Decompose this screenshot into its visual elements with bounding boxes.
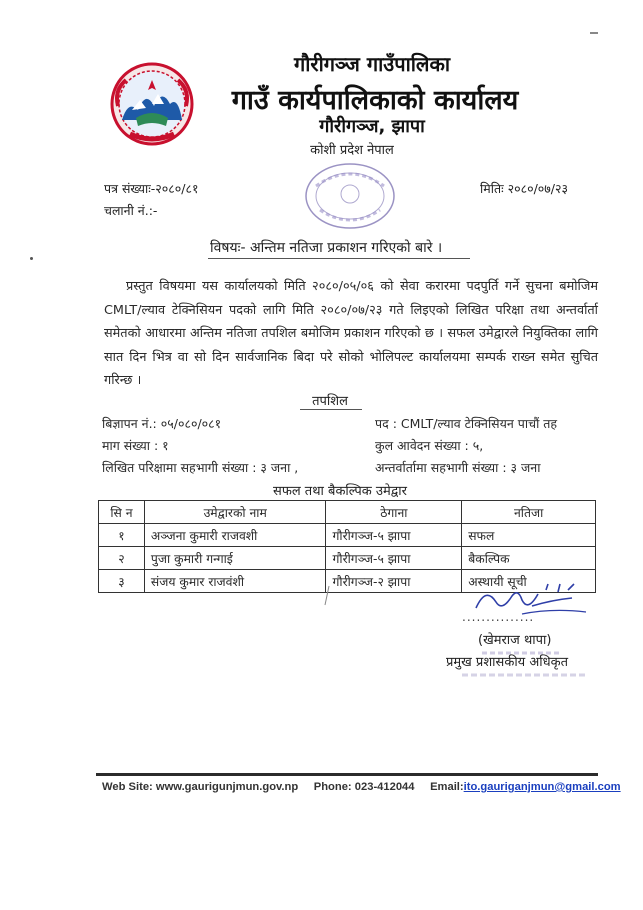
table-cell: बैकल्पिक <box>462 547 596 570</box>
letter-number: पत्र संख्याः-२०८०/८१ <box>104 181 199 196</box>
office-location: गौरीगञ्ज, झापा <box>319 116 425 137</box>
details-heading-underline <box>300 409 362 410</box>
website-label: Web Site: <box>102 781 153 793</box>
nepal-emblem-icon <box>108 60 196 148</box>
office-round-stamp-icon <box>302 160 398 232</box>
subject-underline <box>208 258 470 259</box>
table-cell: संजय कुमार राजवंशी <box>144 570 326 593</box>
subject-line: विषयः- अन्तिम नतिजा प्रकाशन गरिएको बारे । <box>210 240 443 256</box>
table-row <box>99 524 596 547</box>
table-cell: अञ्जना कुमारी राजवशी <box>144 524 326 547</box>
website: www.gaurigunjmun.gov.np <box>155 781 299 793</box>
total-applications: कुल आवेदन संख्या : ५, <box>375 438 484 453</box>
column-header: ठेगाना <box>326 501 462 524</box>
dispatch-number: चलानी नं.:- <box>104 203 158 218</box>
body-paragraph: प्रस्तुत विषयमा यस कार्यालयको मिति २०८०/०५/०६ को सेवा करारमा पदपुर्ति गर्ने सुचना बमोजिम CMLT/ल्याव टेक्निसियन पदको लागि मिति २०८०/०७/२३ गते लिइएको लिखित परिक्षा तथा अन्तर्वार्ता समेतको आधारमा अन्तिम नतिजा तपशिल बमोजिम प्रकाशन गरिएको छ । सफल उमेद्वारले नियुक्तिका लागि सात दिन भित्र वा सो दिन सार्वजानिक बिदा परे सोको भोलिपल्ट कार्यालयमा सम्पर्क राख्न समेत सुचित गरिन्छ । <box>104 279 598 388</box>
table-header-row <box>99 501 596 524</box>
province-name: कोशी प्रदेश नेपाल <box>310 143 394 158</box>
signature-dots: ............... <box>462 610 535 624</box>
edge-mark <box>590 32 598 34</box>
email-link[interactable]: ito.gauriganjmun@gmail.com <box>463 781 621 793</box>
table-cell: पुजा कुमारी गन्गाई <box>144 547 326 570</box>
office-name: गाउँ कार्यपालिकाको कार्यालय <box>231 85 519 116</box>
margin-dot <box>30 257 33 260</box>
table-cell: गौरीगञ्ज-२ झापा <box>326 570 462 593</box>
table-cell: गौरीगञ्ज-५ झापा <box>326 524 462 547</box>
column-header: नतिजा <box>462 501 596 524</box>
table-cell: १ <box>99 524 145 547</box>
column-header: उमेद्वारको नाम <box>144 501 326 524</box>
table-cell: सफल <box>462 524 596 547</box>
pen-mark <box>323 585 331 607</box>
municipality-name: गौरीगञ्ज गाउँपालिका <box>293 52 451 76</box>
phone: 023-412044 <box>354 781 415 793</box>
interview-count: अन्तर्वार्तामा सहभागी संख्या : ३ जना <box>375 460 541 475</box>
column-header: सि न <box>99 501 145 524</box>
table-row <box>99 547 596 570</box>
demand-count: माग संख्या : १ <box>102 438 169 453</box>
footer-divider <box>96 773 598 776</box>
table-cell: गौरीगञ्ज-५ झापा <box>326 547 462 570</box>
letter-date: मितिः २०८०/०७/२३ <box>480 181 568 196</box>
table-cell: २ <box>99 547 145 570</box>
table-cell: ३ <box>99 570 145 593</box>
footer <box>102 781 621 793</box>
phone-label: Phone: <box>313 781 352 793</box>
written-exam-count: लिखित परिक्षामा सहभागी संख्या : ३ जना , <box>102 460 299 475</box>
signatory-post: प्रमुख प्रशासकीय अधिकृत <box>446 655 569 670</box>
table-cell: अस्थायी सूची <box>462 570 596 593</box>
signatory-name: (खेमराज थापा) <box>478 633 552 648</box>
email-label: Email: <box>430 781 464 793</box>
details-heading: तपशिल <box>312 394 348 409</box>
post-name: पद : CMLT/ल्याव टेक्निसियन पाचौं तह <box>375 416 558 431</box>
results-table-title: सफल तथा बैकल्पिक उमेद्वार <box>273 484 407 499</box>
advertisement-number: बिज्ञापन नं.: ०५/०८०/०८१ <box>102 416 222 431</box>
